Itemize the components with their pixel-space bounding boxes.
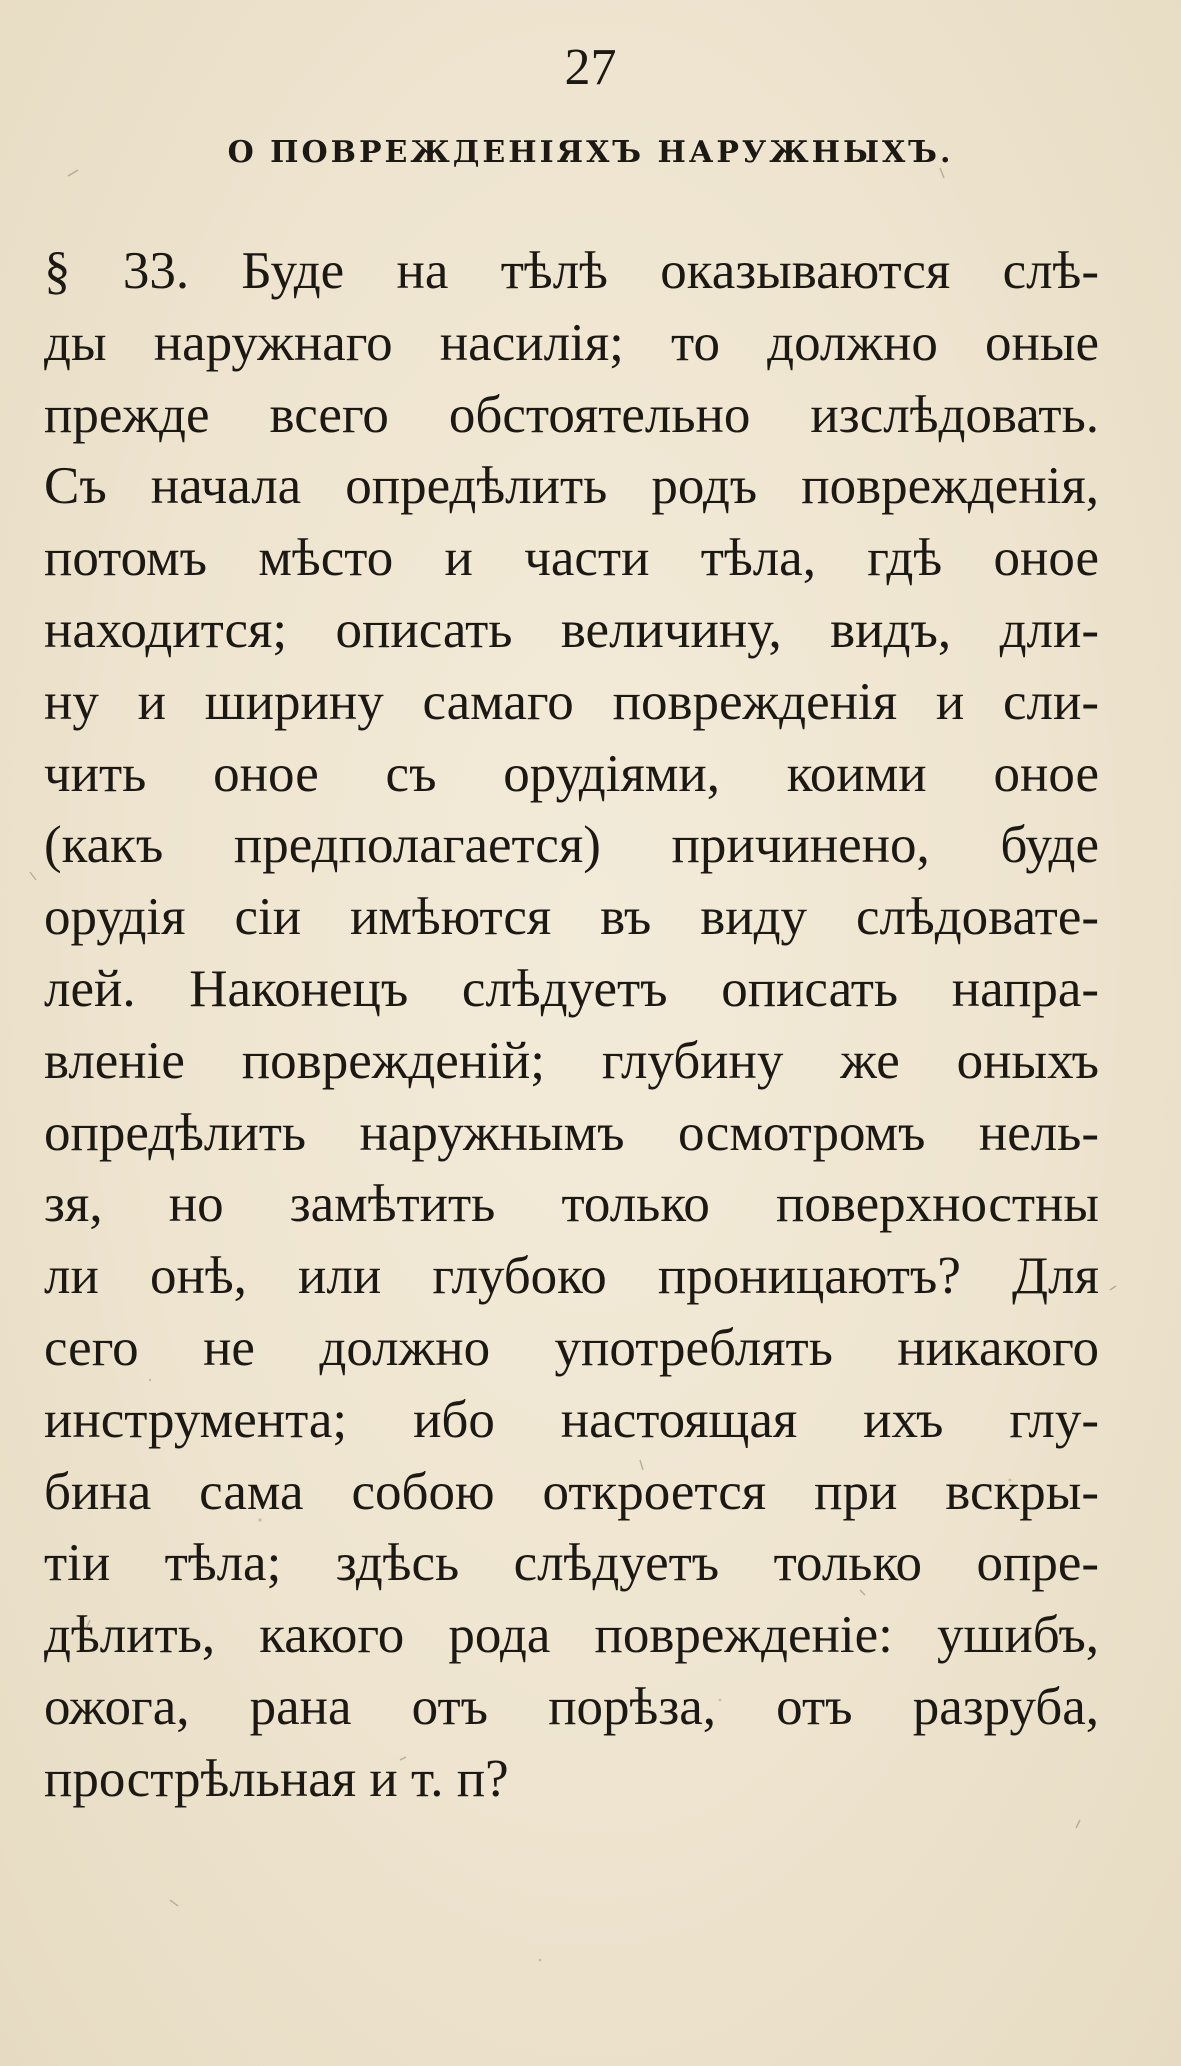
text-line: ожога, рана отъ порѣза, отъ разруба, bbox=[44, 1677, 1099, 1736]
text-line: вленіе поврежденій; глубину же оныхъ bbox=[44, 1031, 1099, 1090]
text-line: дѣлить, какого рода поврежденіе: ушибъ, bbox=[44, 1606, 1099, 1665]
body-text bbox=[44, 236, 1099, 1816]
text-line: прежде всего обстоятельно изслѣдовать. bbox=[44, 385, 1099, 444]
text-line: бина сама собою откроется при вскры- bbox=[44, 1462, 1099, 1521]
text-line: инструмента; ибо настоящая ихъ глу- bbox=[44, 1390, 1099, 1449]
text-line: находится; описать величину, видъ, дли- bbox=[44, 600, 1099, 659]
text-line: прострѣльная и т. п? bbox=[44, 1749, 509, 1808]
text-line: Съ начала опредѣлить родъ поврежденія, bbox=[44, 457, 1099, 516]
text-line: ну и ширину самаго поврежденія и сли- bbox=[44, 672, 1099, 731]
text-line: § 33. Буде на тѣлѣ оказываются слѣ- bbox=[44, 242, 1099, 300]
text-line: лей. Наконецъ слѣдуетъ описать напра- bbox=[44, 959, 1099, 1018]
text-line: ды наружнаго насилія; то должно оные bbox=[44, 313, 1099, 372]
text-line: сего не должно употреблять никакого bbox=[44, 1318, 1099, 1377]
section-heading: О ПОВРЕЖДЕНІЯХЪ НАРУЖНЫХЪ. bbox=[227, 135, 954, 170]
page-number: 27 bbox=[564, 39, 617, 96]
text-line: опредѣлить наружнымъ осмотромъ нель- bbox=[44, 1103, 1099, 1162]
text-line: тіи тѣла; здѣсь слѣдуетъ только опре- bbox=[44, 1534, 1099, 1593]
text-line: (какъ предполагается) причинено, буде bbox=[44, 816, 1099, 875]
text-line: чить оное съ орудіями, коими оное bbox=[44, 744, 1099, 803]
text-line: потомъ мѣсто и части тѣла, гдѣ оное bbox=[44, 529, 1099, 588]
text-line: орудія сіи имѣются въ виду слѣдовате- bbox=[44, 888, 1099, 947]
text-line: ли онѣ, или глубоко проницаютъ? Для bbox=[44, 1247, 1099, 1306]
text-line: зя, но замѣтить только поверхностны bbox=[44, 1175, 1099, 1234]
